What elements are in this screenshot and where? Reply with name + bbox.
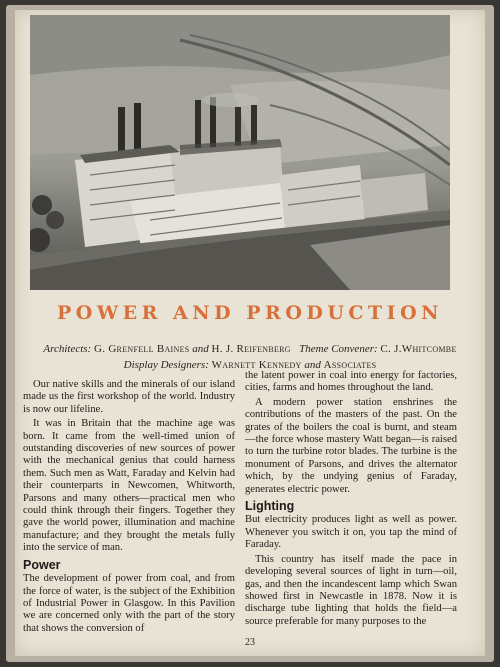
paragraph: But electricity produces light as well as power. Whenever you switch it on, you tap the mind of Faraday. bbox=[245, 514, 457, 551]
architect-name-1: G. Grenfell Baines bbox=[93, 343, 190, 355]
architects-label: Architects: bbox=[43, 343, 92, 355]
designer-name-2: Associates bbox=[323, 359, 377, 371]
document-page bbox=[15, 10, 485, 656]
power-station-photo bbox=[30, 15, 450, 290]
left-column bbox=[23, 379, 235, 637]
designers-and: and bbox=[304, 359, 321, 371]
paragraph: the latent power in coal into energy for factories, cities, farms and homes throughout the land. bbox=[245, 370, 457, 394]
paragraph: This country has itself made the pace in developing several sources of light in turn—oil, gas, and then the incandescent lamp which Swan showed first in Newcastle in 1878. Now it is discharge tube lighting that holds the field—a source preferable for many purposes to the bbox=[245, 553, 457, 627]
paragraph: A modern power station enshrines the contributions of the masters of the past. On the grates of the boilers the coal is burnt, and steam—the force whose mastery Watt began—is raised to turn the turbine rotor blades. The turbine is the monument of Parsons, and drives the alternator which, by the undying genius of Faraday, generates electric power. bbox=[245, 396, 457, 495]
page-number: 23 bbox=[245, 637, 255, 648]
convener-name: C. J.Whitcombe bbox=[380, 343, 457, 355]
right-column bbox=[245, 370, 457, 630]
architect-name-2: H. J. Reifenberg bbox=[211, 343, 291, 355]
credits-architects bbox=[15, 343, 485, 355]
designers-label: Display Designers: bbox=[123, 359, 209, 371]
page-title: POWER AND PRODUCTION bbox=[56, 302, 443, 324]
paragraph: Our native skills and the minerals of our island made us the first workshop of the world. Industry is now our lifeline. bbox=[23, 379, 235, 415]
paragraph: It was in Britain that the machine age was born. It came from the well-timed union of outstanding discoveries of new sources of power with the mechanical genius that could harness them. Such men as Watt, Faraday and Kelvin had their counterparts in Newcomen, Whitworth, Parsons and many others—practical men who could think through their fingers. Together they gave the world power, illumination and machine manufacture; and they brought the metals fully into the service of man. bbox=[23, 418, 235, 554]
architects-and: and bbox=[192, 343, 209, 355]
designer-name-1: Warnett Kennedy bbox=[211, 359, 302, 371]
paragraph: The development of power from coal, and from the force of water, is the subject of the Exhibition of Industrial Power in Glasgow. In this Pavilion we are concerned only with the part of the story that shows the conversion of bbox=[23, 573, 235, 634]
section-heading-power: Power bbox=[23, 557, 61, 572]
convener-label: Theme Convener: bbox=[299, 343, 378, 355]
section-heading-lighting: Lighting bbox=[245, 499, 295, 514]
power-station-illustration bbox=[30, 15, 450, 290]
